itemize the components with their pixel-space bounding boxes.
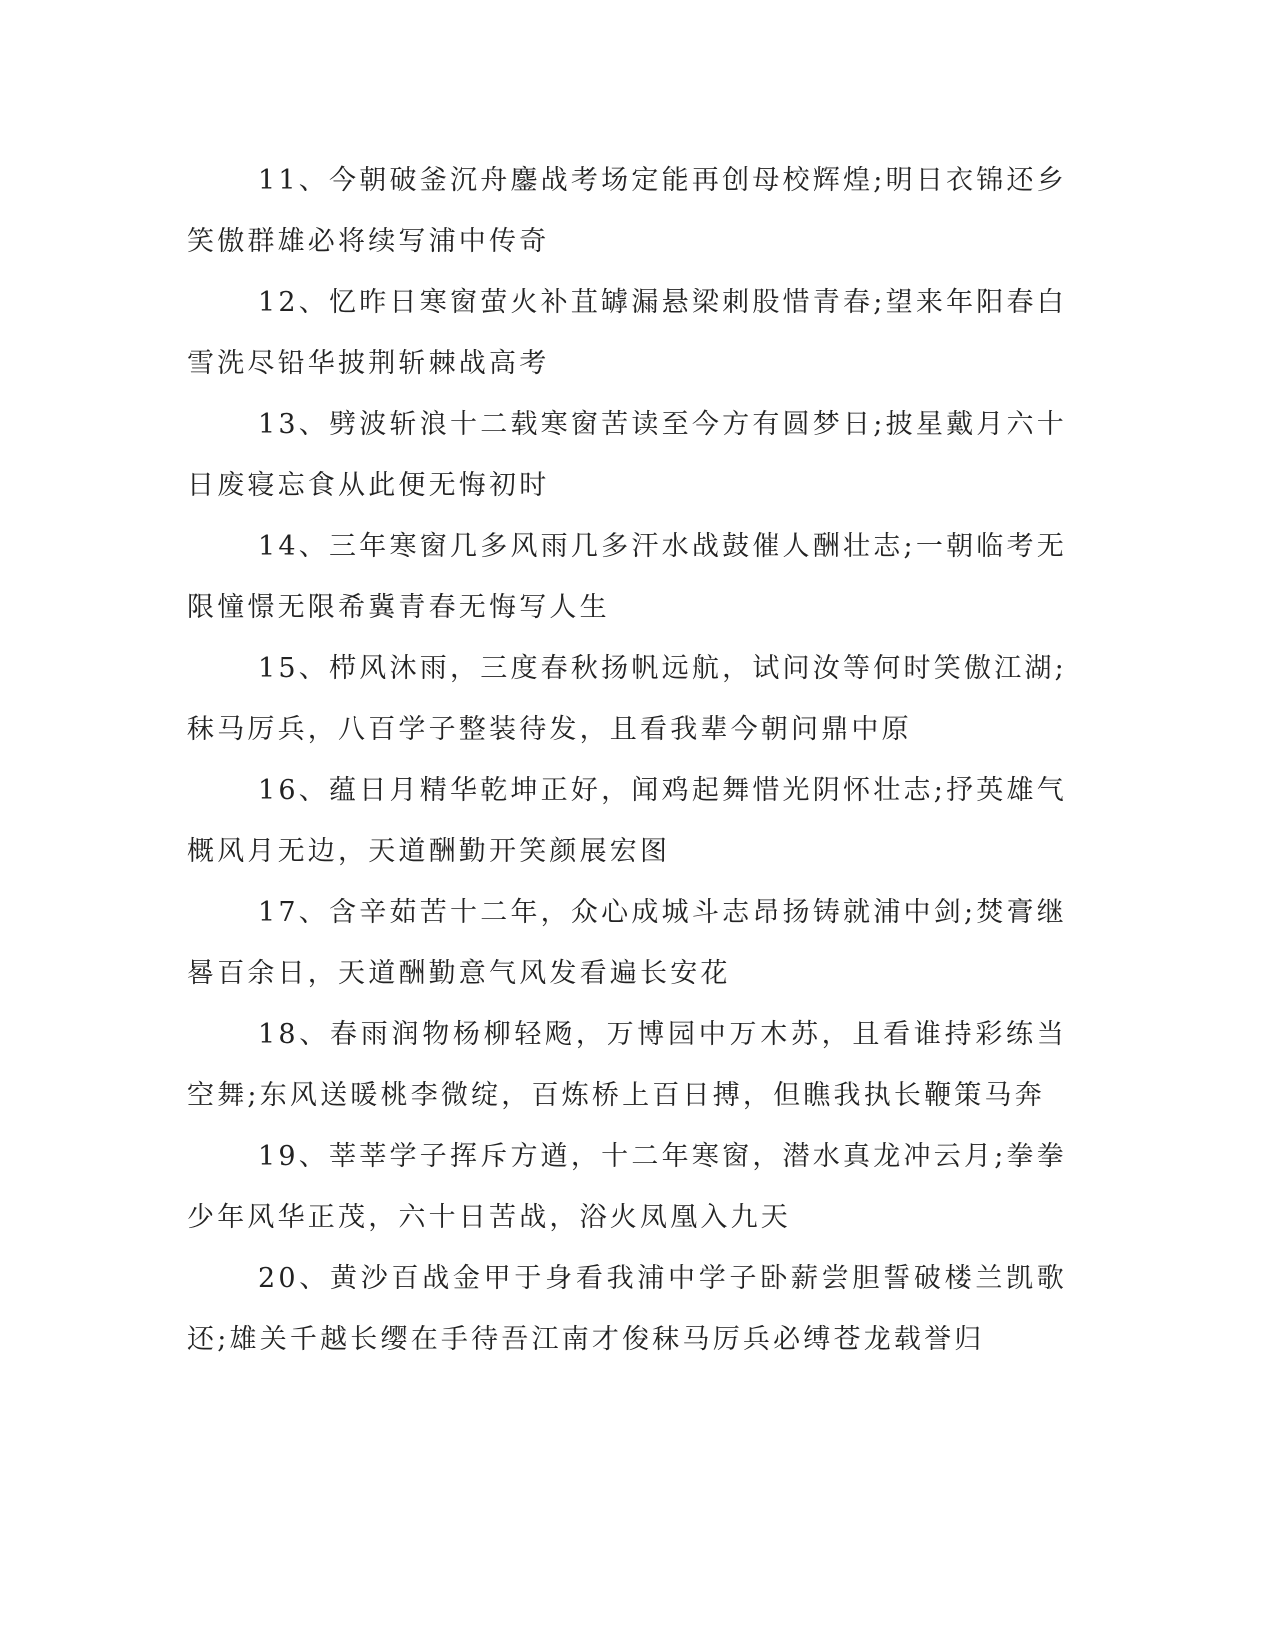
paragraph-text: 栉风沐雨，三度春秋扬帆远航，试问汝等何时笑傲江湖;秣马厉兵，八百学子整装待发，且看我辈今朝问鼎中原 <box>187 653 1067 745</box>
paragraph-number: 16、 <box>258 775 330 806</box>
paragraph-text: 三年寒窗几多风雨几多汗水战鼓催人酬壮志;一朝临考无限憧憬无限希冀青春无悔写人生 <box>187 531 1067 623</box>
paragraph-number: 15、 <box>258 653 330 684</box>
paragraph-number: 11、 <box>258 165 330 196</box>
paragraph-number: 18、 <box>258 1019 331 1050</box>
paragraph-number: 19、 <box>258 1141 330 1172</box>
paragraph-17 <box>187 882 1067 1004</box>
paragraph-number: 12、 <box>258 287 330 318</box>
paragraph-number: 17、 <box>258 897 330 928</box>
paragraph-text: 春雨润物杨柳轻飏，万博园中万木苏，且看谁持彩练当空舞;东风送暖桃李微绽，百炼桥上百日搏，但瞧我执长鞭策马奔 <box>187 1019 1067 1111</box>
paragraph-text: 黄沙百战金甲于身看我浦中学子卧薪尝胆誓破楼兰凯歌还;雄关千越长缨在手待吾江南才俊秣马厉兵必缚苍龙载誉归 <box>187 1263 1067 1355</box>
paragraph-18 <box>187 1004 1067 1126</box>
paragraph-text: 含辛茹苦十二年，众心成城斗志昂扬铸就浦中剑;焚膏继晷百余日，天道酬勤意气风发看遍长安花 <box>187 897 1067 989</box>
paragraph-number: 14、 <box>258 531 330 562</box>
paragraph-text: 今朝破釜沉舟鏖战考场定能再创母校辉煌;明日衣锦还乡笑傲群雄必将续写浦中传奇 <box>187 165 1067 257</box>
paragraph-text: 莘莘学子挥斥方遒，十二年寒窗，潜水真龙冲云月;拳拳少年风华正茂，六十日苦战，浴火凤凰入九天 <box>187 1141 1067 1233</box>
paragraph-number: 20、 <box>258 1263 331 1294</box>
paragraph-15 <box>187 638 1067 760</box>
paragraph-text: 蕴日月精华乾坤正好，闻鸡起舞惜光阴怀壮志;抒英雄气概风月无边，天道酬勤开笑颜展宏图 <box>187 775 1067 867</box>
paragraph-number: 13、 <box>258 409 330 440</box>
paragraph-text: 劈波斩浪十二载寒窗苦读至今方有圆梦日;披星戴月六十日废寝忘食从此便无悔初时 <box>187 409 1067 501</box>
paragraph-11 <box>187 150 1067 272</box>
paragraph-16 <box>187 760 1067 882</box>
paragraph-13 <box>187 394 1067 516</box>
paragraph-text: 忆昨日寒窗萤火补苴罅漏悬梁刺股惜青春;望来年阳春白雪洗尽铅华披荆斩棘战高考 <box>187 287 1067 379</box>
paragraph-12 <box>187 272 1067 394</box>
paragraph-14 <box>187 516 1067 638</box>
paragraph-19 <box>187 1126 1067 1248</box>
paragraph-20 <box>187 1248 1067 1370</box>
document-body <box>187 150 1067 1370</box>
